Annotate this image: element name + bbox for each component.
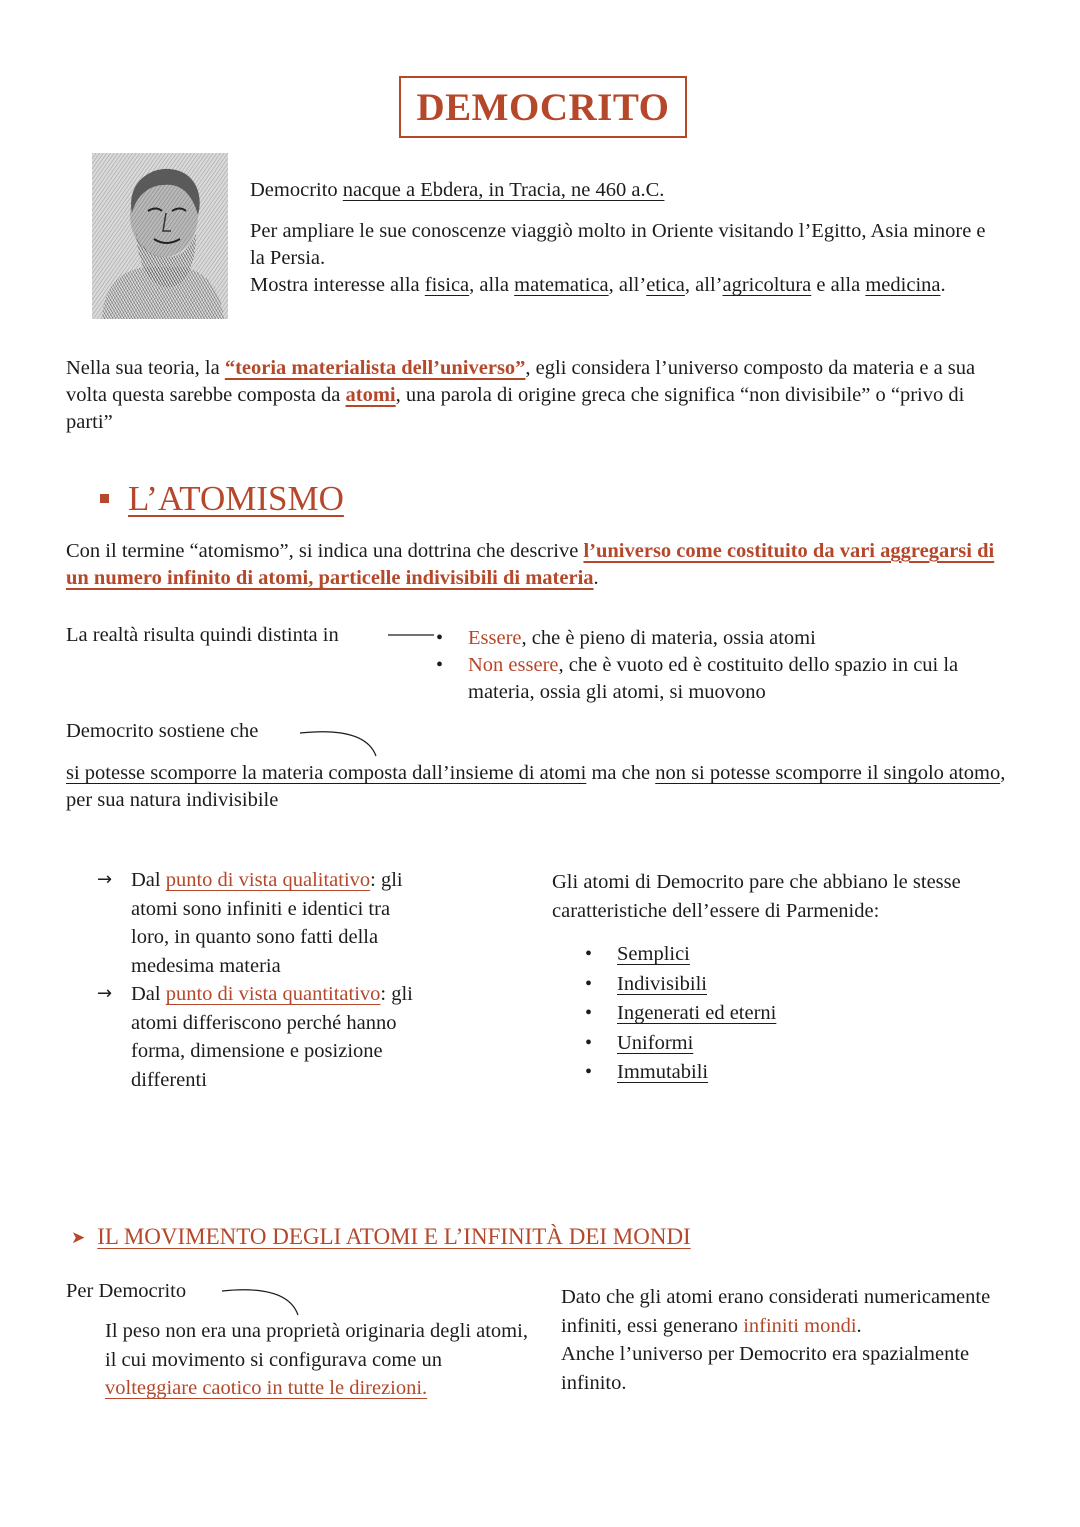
- parmenide-intro: [552, 868, 1002, 925]
- page-title-text: DEMOCRITO: [416, 85, 670, 129]
- democritus-portrait-icon: [92, 153, 228, 319]
- sostiene-part-d: , per sua natura indivisibile: [66, 762, 1006, 811]
- interest-sep: , all’: [608, 274, 647, 296]
- list-item: [585, 1029, 885, 1059]
- interest-matematica: matematica: [514, 274, 609, 296]
- interest-sep: , all’: [684, 274, 723, 296]
- realta-label-text: La realtà risulta quindi distinta in: [66, 624, 339, 646]
- realta-label: [66, 622, 339, 649]
- interest-medicina: medicina: [865, 274, 941, 296]
- curved-arrow-connector: [220, 1285, 304, 1319]
- point-qualitativo-desc: : gli atomi sono infiniti e identici tra loro, in quanto sono fatti della medesima materia: [131, 869, 403, 977]
- intro-name: Democrito: [250, 179, 343, 201]
- square-bullet-icon: [100, 494, 109, 503]
- theory-lead: Nella sua teoria, la: [66, 357, 225, 379]
- universo-infinito-text: Anche l’universo per Democrito era spazialmente infinito.: [561, 1343, 970, 1394]
- trait-indivisibili: Indivisibili: [617, 972, 707, 995]
- list-item: [97, 866, 427, 980]
- mondi-end: .: [856, 1314, 862, 1337]
- definition-highlight: l’universo come costituito da vari aggregarsi di un numero infinito di atomi, particelle indivisibili di materia: [66, 540, 995, 589]
- interest-agricoltura: agricoltura: [722, 274, 812, 296]
- list-item: [436, 652, 1006, 706]
- point-quantitativo-desc: : gli atomi differiscono perché hanno forma, dimensione e posizione differenti: [131, 983, 413, 1091]
- per-democrito-label: [66, 1278, 186, 1305]
- page-title: [399, 76, 687, 138]
- interests-lead: Mostra interesse alla: [250, 274, 425, 296]
- mondi-paragraph: [561, 1283, 1006, 1397]
- sostiene-label-text: Democrito sostiene che: [66, 720, 259, 742]
- peso-highlight: volteggiare caotico in tutte le direzioni.: [105, 1377, 428, 1399]
- connector-line: [388, 633, 436, 637]
- intro-interests: [250, 272, 990, 299]
- trait-ingenerati: Ingenerati ed eterni: [617, 1002, 777, 1024]
- sostiene-part-c: non si potesse scomporre il singolo atomo: [655, 762, 1001, 784]
- sostiene-paragraph: [66, 760, 1016, 814]
- viewpoint-list: [97, 866, 427, 1094]
- sostiene-part-a: si potesse scomporre la materia composta dall’insieme di atomi: [66, 762, 587, 784]
- nonessere-term: Non essere: [468, 654, 559, 676]
- essere-term: Essere: [468, 627, 522, 649]
- peso-text: Il peso non era una proprietà originaria degli atomi, il cui movimento si configurava come un: [105, 1320, 528, 1371]
- theory-atomi: atomi: [345, 384, 396, 406]
- mondi-text: Dato che gli atomi erano considerati numericamente infiniti, essi generano: [561, 1286, 991, 1337]
- mondi-highlight: infiniti mondi: [743, 1314, 857, 1337]
- definition-end: .: [593, 567, 599, 589]
- list-item: [585, 940, 885, 970]
- essere-desc: , che è pieno di materia, ossia atomi: [521, 627, 816, 649]
- trait-semplici: Semplici: [617, 943, 690, 965]
- list-item: [97, 980, 427, 1094]
- arrow-right-icon: →: [97, 983, 113, 1004]
- definition-lead: Con il termine “atomismo”, si indica una dottrina che descrive: [66, 540, 584, 562]
- interest-sep: e alla: [811, 274, 866, 296]
- point-lead: Dal: [131, 983, 166, 1005]
- point-lead: Dal: [131, 869, 166, 891]
- theory-body: , egli considera l’universo composto da materia e a sua volta questa sarebbe composta da: [66, 357, 976, 406]
- curved-arrow-connector: [298, 726, 382, 760]
- parmenide-list: [585, 940, 885, 1088]
- intro-birth: [250, 177, 990, 204]
- peso-paragraph: [105, 1317, 530, 1403]
- interest-fisica: fisica: [424, 274, 470, 296]
- parmenide-intro-text: Gli atomi di Democrito pare che abbiano le stesse caratteristiche dell’essere di Parmenide:: [552, 871, 961, 922]
- trait-uniformi: Uniformi: [617, 1031, 694, 1054]
- section-heading-text: L’ATOMISMO: [128, 479, 344, 518]
- list-item: [585, 1058, 885, 1088]
- per-democrito-text: Per Democrito: [66, 1280, 187, 1302]
- theory-paragraph: [66, 355, 1016, 436]
- list-item: [585, 970, 885, 1000]
- arrow-right-icon: →: [97, 869, 113, 890]
- portrait-image: [92, 153, 228, 319]
- nonessere-desc: , che è vuoto ed è costituito dello spazio in cui la materia, ossia gli atomi, si muovono: [468, 654, 959, 703]
- section-heading-text: IL MOVIMENTO DEGLI ATOMI E L’INFINITÀ DEI MONDI: [97, 1224, 691, 1249]
- realta-list: [436, 625, 1006, 706]
- intro-travels-text: Per ampliare le sue conoscenze viaggiò molto in Oriente visitando l’Egitto, Asia minore e la Persia.: [250, 220, 986, 269]
- section-heading-movimento: [71, 1222, 691, 1254]
- list-item: [585, 999, 885, 1029]
- trait-immutabili: Immutabili: [617, 1061, 709, 1083]
- sostiene-part-b: ma che: [586, 762, 656, 784]
- point-qualitativo: punto di vista qualitativo: [165, 869, 371, 891]
- interest-sep: , alla: [469, 274, 515, 296]
- theory-name: “teoria materialista dell’universo”: [224, 357, 526, 379]
- sostiene-label: [66, 718, 258, 745]
- list-item: [436, 625, 1006, 652]
- interest-end: .: [940, 274, 946, 296]
- theory-tail: , una parola di origine greca che significa “non divisibile” o “privo di parti”: [66, 384, 965, 433]
- atomismo-definition: [66, 538, 1016, 592]
- interest-etica: etica: [646, 274, 685, 296]
- intro-travels: [250, 218, 990, 299]
- arrowhead-bullet-icon: ➤: [71, 1228, 86, 1248]
- point-quantitativo: punto di vista quantitativo: [165, 983, 381, 1005]
- section-heading-atomismo: [100, 478, 344, 520]
- intro-birth-detail: nacque a Ebdera, in Tracia, ne 460 a.C.: [342, 179, 665, 201]
